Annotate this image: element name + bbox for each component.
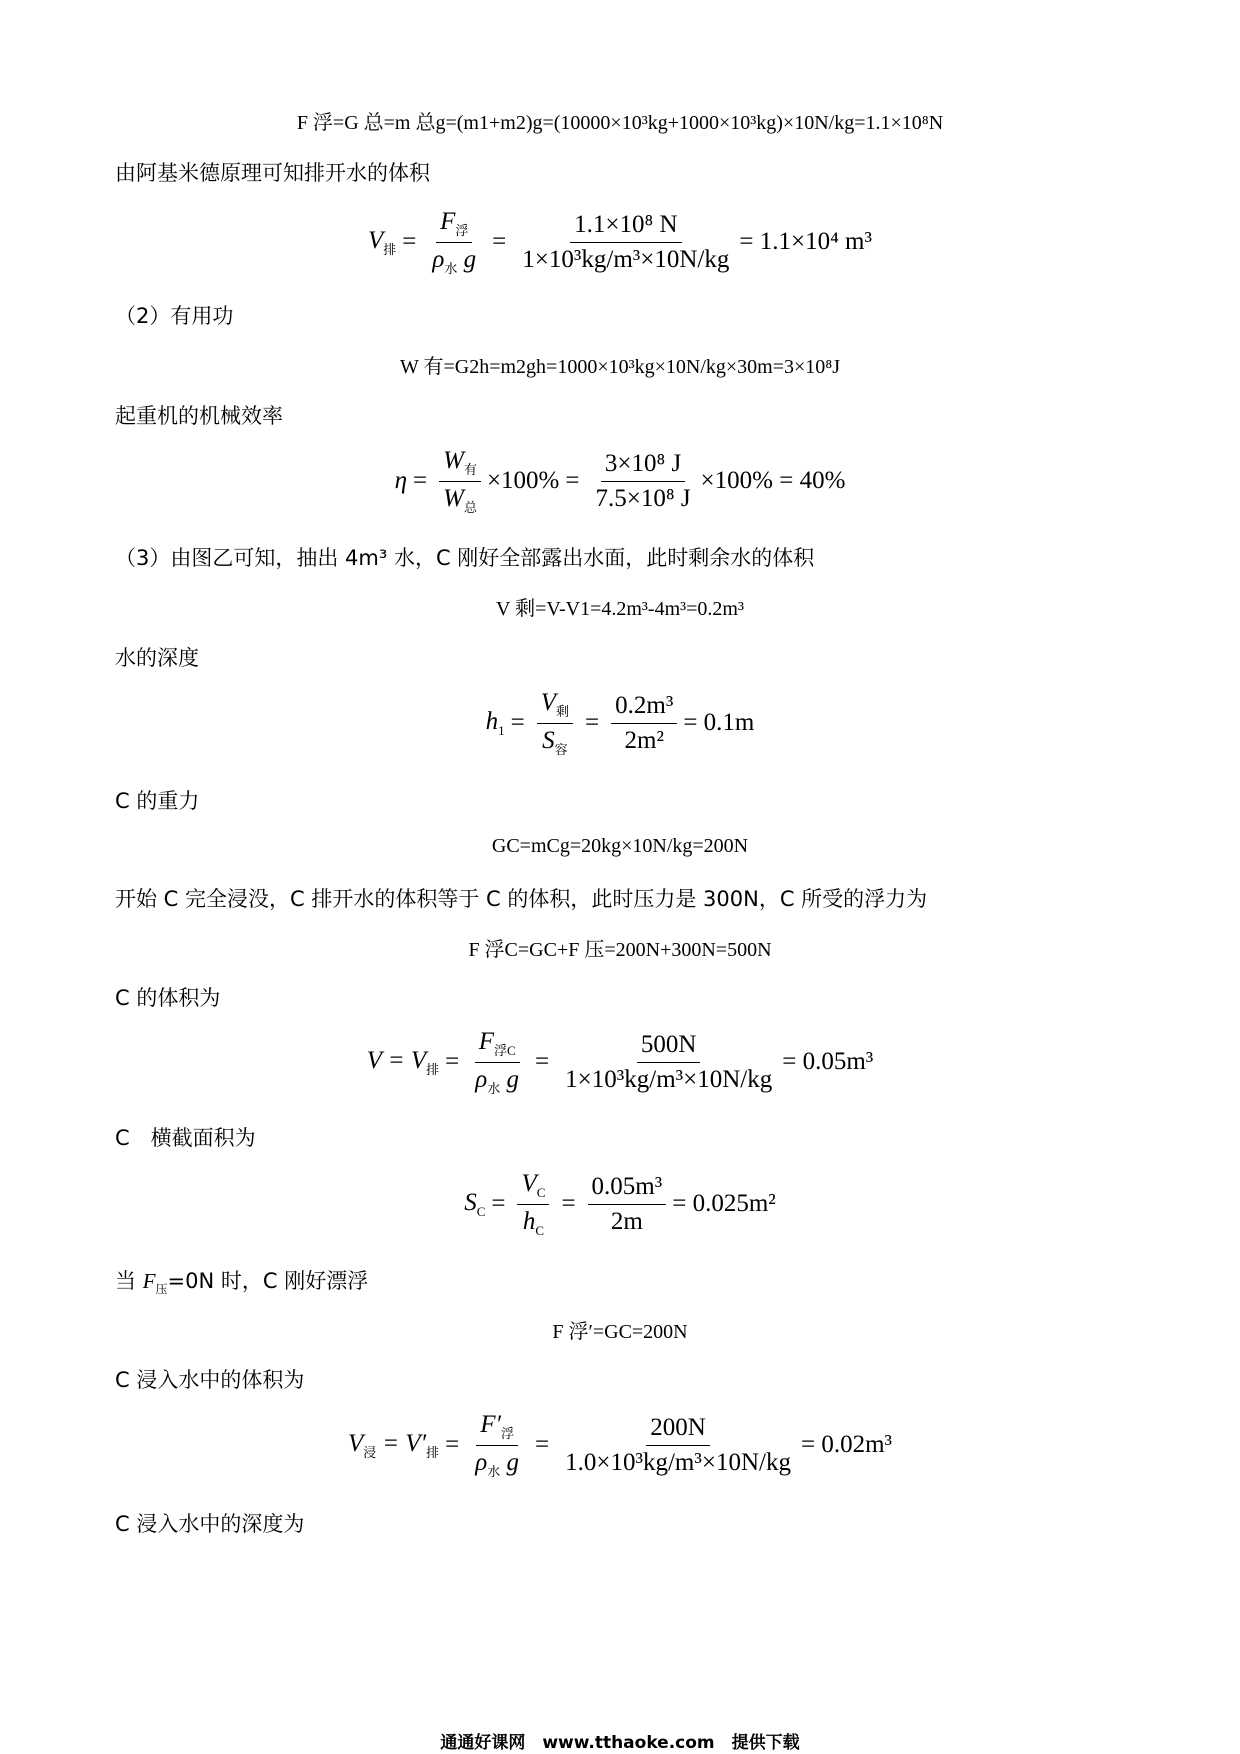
text-efficiency: 起重机的机械效率	[115, 404, 283, 428]
equation-efficiency: η = $\frac{W_有}{W_总}$ ×100% = $\frac{\text{3×10⁸ J}}{\text{7.5×10⁸ J}}$ ×100% = 40%	[394, 447, 846, 515]
equation-useful-work: W 有=G2h=m2gh=1000×10³kg×10N/kg×30m=3×10⁸J	[399, 356, 841, 378]
equation-c-gravity: GC=mCg=20kg×10N/kg=200N	[491, 835, 749, 857]
text-c-gravity: C 的重力	[115, 789, 200, 813]
text-floating-condition: 当 $F_压=0N$ 时，C 刚好漂浮	[115, 1269, 369, 1297]
text-useful-work: （2）有用功	[115, 304, 234, 328]
page-footer: 通通好课网 www.tthaoke.com 提供下载	[440, 1733, 800, 1753]
equation-water-depth: $h_1$ = $\frac{V_剩}{S_容}$ = $\frac{\text{0.2m³}}{\text{2m²}}$ = 0.1m	[485, 689, 755, 757]
equation-cross-section: $S_C$ = $\frac{V_C}{h_C}$ = $\frac{\text{0.05m³}}{2m}$ = 0.025m²	[464, 1170, 776, 1238]
text-part3: （3）由图乙可知，抽出 4m³ 水，C 刚好全部露出水面，此时剩余水的体积	[115, 546, 815, 570]
equation-buoyancy-c: F 浮C=GC+F 压=200N+300N=500N	[468, 939, 772, 961]
text-cross-section: C 横截面积为	[115, 1126, 256, 1150]
equation-remaining-volume: V 剩=V-V1=4.2m³-4m³=0.2m³	[496, 598, 744, 620]
text-submerged-volume: C 浸入水中的体积为	[115, 1368, 305, 1392]
text-water-depth: 水的深度	[115, 646, 199, 670]
text-fully-submerged: 开始 C 完全浸没，C 排开水的体积等于 C 的体积，此时压力是 300N，C 所受的浮力为	[115, 887, 928, 911]
equation-buoyancy-total: F 浮=G 总=m 总g=(m1+m2)g=(10000×10³kg+1000×10³kg)×10N/kg=1.1×10⁸N	[296, 112, 944, 134]
equation-c-volume: $V = V_排$ = $\frac{F_{浮C}}{\rho_水 g}$ = $\frac{500N}{\text{1×10³kg/m³×10N/kg}}$ = 0.05m³	[366, 1028, 874, 1096]
equation-displaced-volume: $V_排$ = $\frac{F_浮}{\rho_水 g}$ = $\frac{\text{1.1×10⁸ N}}{\text{1×10³kg/m³×10N/kg}}$ = 1.1×10⁴ m³	[368, 208, 872, 276]
equation-submerged-volume: $V_浸$ = $V'_排$ = $\frac{F'_浮}{\rho_水 g}$ = $\frac{200N}{\text{1.0×10³kg/m³×10N/kg}}$ = 0.02m³	[347, 1411, 893, 1479]
equation-buoyancy-float: F 浮′=GC=200N	[552, 1321, 688, 1343]
text-archimedes: 由阿基米德原理可知排开水的体积	[115, 161, 430, 185]
text-submerged-depth: C 浸入水中的深度为	[115, 1512, 305, 1536]
text-c-volume: C 的体积为	[115, 986, 221, 1010]
